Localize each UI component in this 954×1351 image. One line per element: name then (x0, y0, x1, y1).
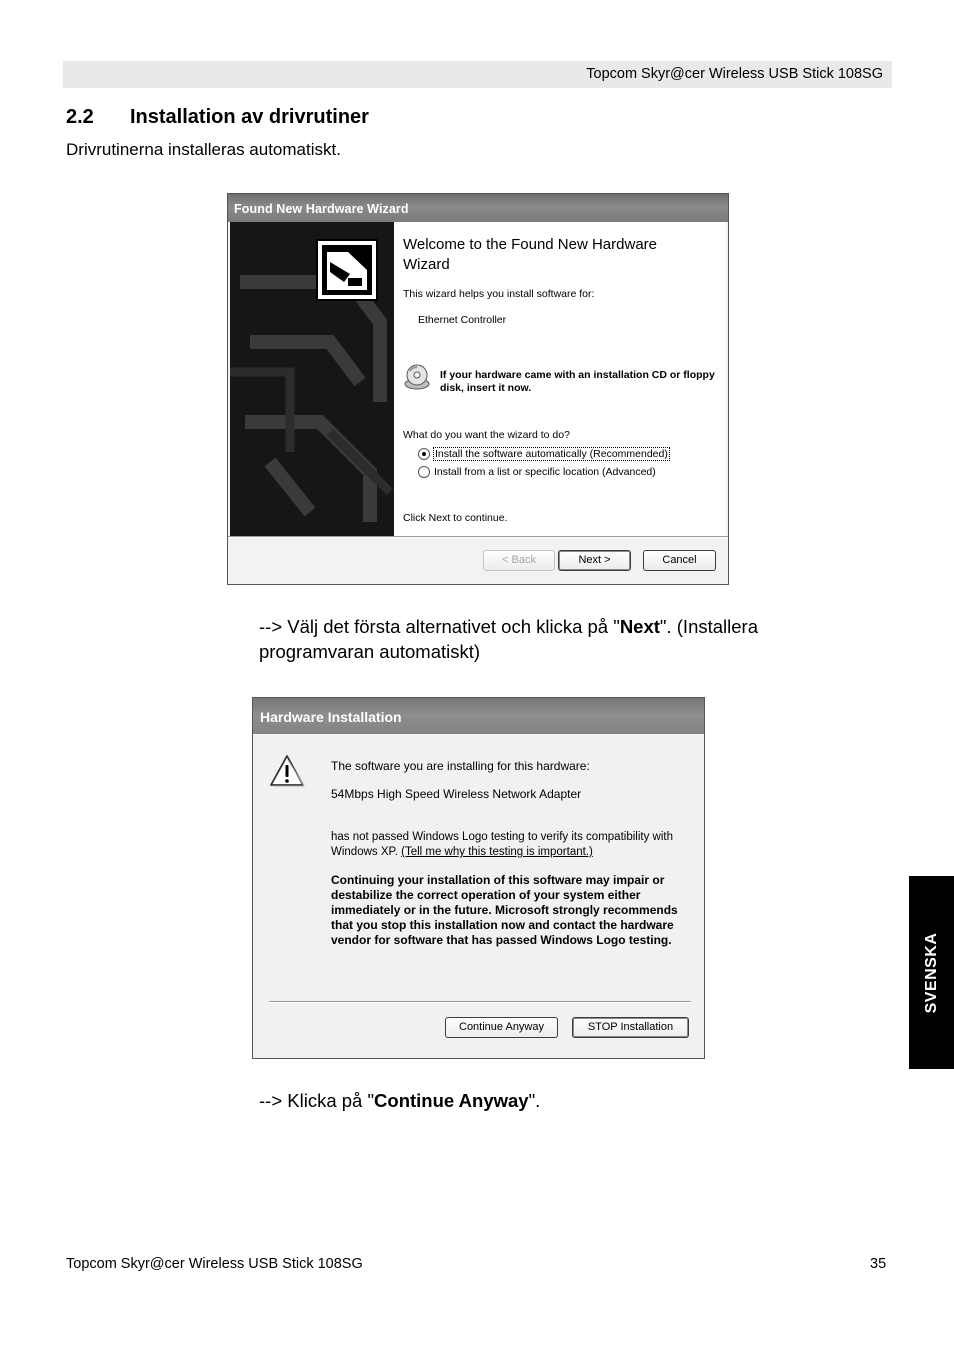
language-label: SVENSKA (922, 932, 940, 1013)
header-product: Topcom Skyr@cer Wireless USB Stick 108SG (586, 66, 883, 82)
radio-install-from-list[interactable] (418, 466, 656, 478)
hw-warning-text: Continuing your installation of this software may impair or destabilize the correct operation of your system either immediately or in the future. Microsoft strongly recommends that you stop this installation now and contact the hardware vendor for software that has passed Windows Logo testing. (331, 873, 678, 947)
wizard-watermark-icon (230, 222, 394, 536)
wizard-content (394, 222, 726, 536)
next-button[interactable]: Next > (558, 550, 631, 571)
hw-logo-text: has not passed Windows Logo testing to verify its compatibility with Windows XP. (331, 831, 673, 858)
instruction-step-1 (259, 614, 859, 664)
instruction-emphasis: Next (619, 616, 660, 637)
section-intro: Drivrutinerna installeras automatiskt. (66, 140, 341, 159)
instruction-text: ". (Installera programvaran automatiskt) (259, 616, 758, 662)
radio-label: Install from a list or specific location (Advanced) (434, 466, 656, 478)
hw-title-bar: Hardware Installation (253, 698, 704, 734)
instruction-text: ". (528, 1090, 541, 1111)
radio-label: Install the software automatically (Recommended) (435, 448, 668, 460)
instruction-text: --> Klicka på " (259, 1090, 375, 1111)
wizard-question: What do you want the wizard to do? (403, 429, 570, 441)
wizard-subtitle: This wizard helps you install software for: (403, 288, 595, 300)
stop-installation-button[interactable]: STOP Installation (572, 1017, 689, 1038)
section-number: 2.2 (66, 106, 94, 128)
back-button[interactable]: < Back (483, 550, 555, 571)
wizard-dialog (227, 193, 729, 585)
wizard-heading: Welcome to the Found New Hardware Wizard (403, 236, 658, 273)
page-header (63, 61, 892, 88)
language-side-tab (909, 876, 954, 1069)
radio-button[interactable] (418, 466, 430, 478)
radio-button-selected[interactable] (418, 448, 430, 460)
wizard-side-graphic (230, 222, 394, 536)
cancel-button[interactable]: Cancel (643, 550, 716, 571)
page-number: 35 (870, 1256, 887, 1272)
hw-dialog-body (257, 734, 700, 1054)
hw-device-name: 54Mbps High Speed Wireless Network Adapter (331, 787, 582, 801)
hardware-installation-dialog (252, 697, 705, 1059)
hw-logo-notice (331, 830, 691, 860)
section-title: Installation av drivrutiner (130, 106, 369, 128)
wizard-device-name: Ethernet Controller (418, 314, 507, 326)
instruction-emphasis: Continue Anyway (374, 1090, 529, 1111)
cd-icon (402, 362, 432, 392)
instruction-step-2 (259, 1090, 540, 1112)
wizard-cd-hint: If your hardware came with an installation CD or floppy disk, insert it now. (440, 369, 715, 394)
warning-icon (269, 754, 305, 788)
tell-me-why-link[interactable]: (Tell me why this testing is important.) (401, 846, 593, 858)
continue-anyway-button[interactable]: Continue Anyway (445, 1017, 558, 1038)
radio-install-automatically[interactable] (418, 448, 669, 460)
hw-intro: The software you are installing for this hardware: (331, 759, 590, 773)
instruction-text: --> Välj det första alternativet och klicka på " (259, 616, 620, 637)
wizard-continue-text: Click Next to continue. (403, 512, 508, 524)
hw-divider (269, 1001, 691, 1003)
wizard-divider (228, 536, 728, 538)
footer-product: Topcom Skyr@cer Wireless USB Stick 108SG (66, 1256, 363, 1272)
wizard-title-bar: Found New Hardware Wizard (228, 194, 728, 222)
